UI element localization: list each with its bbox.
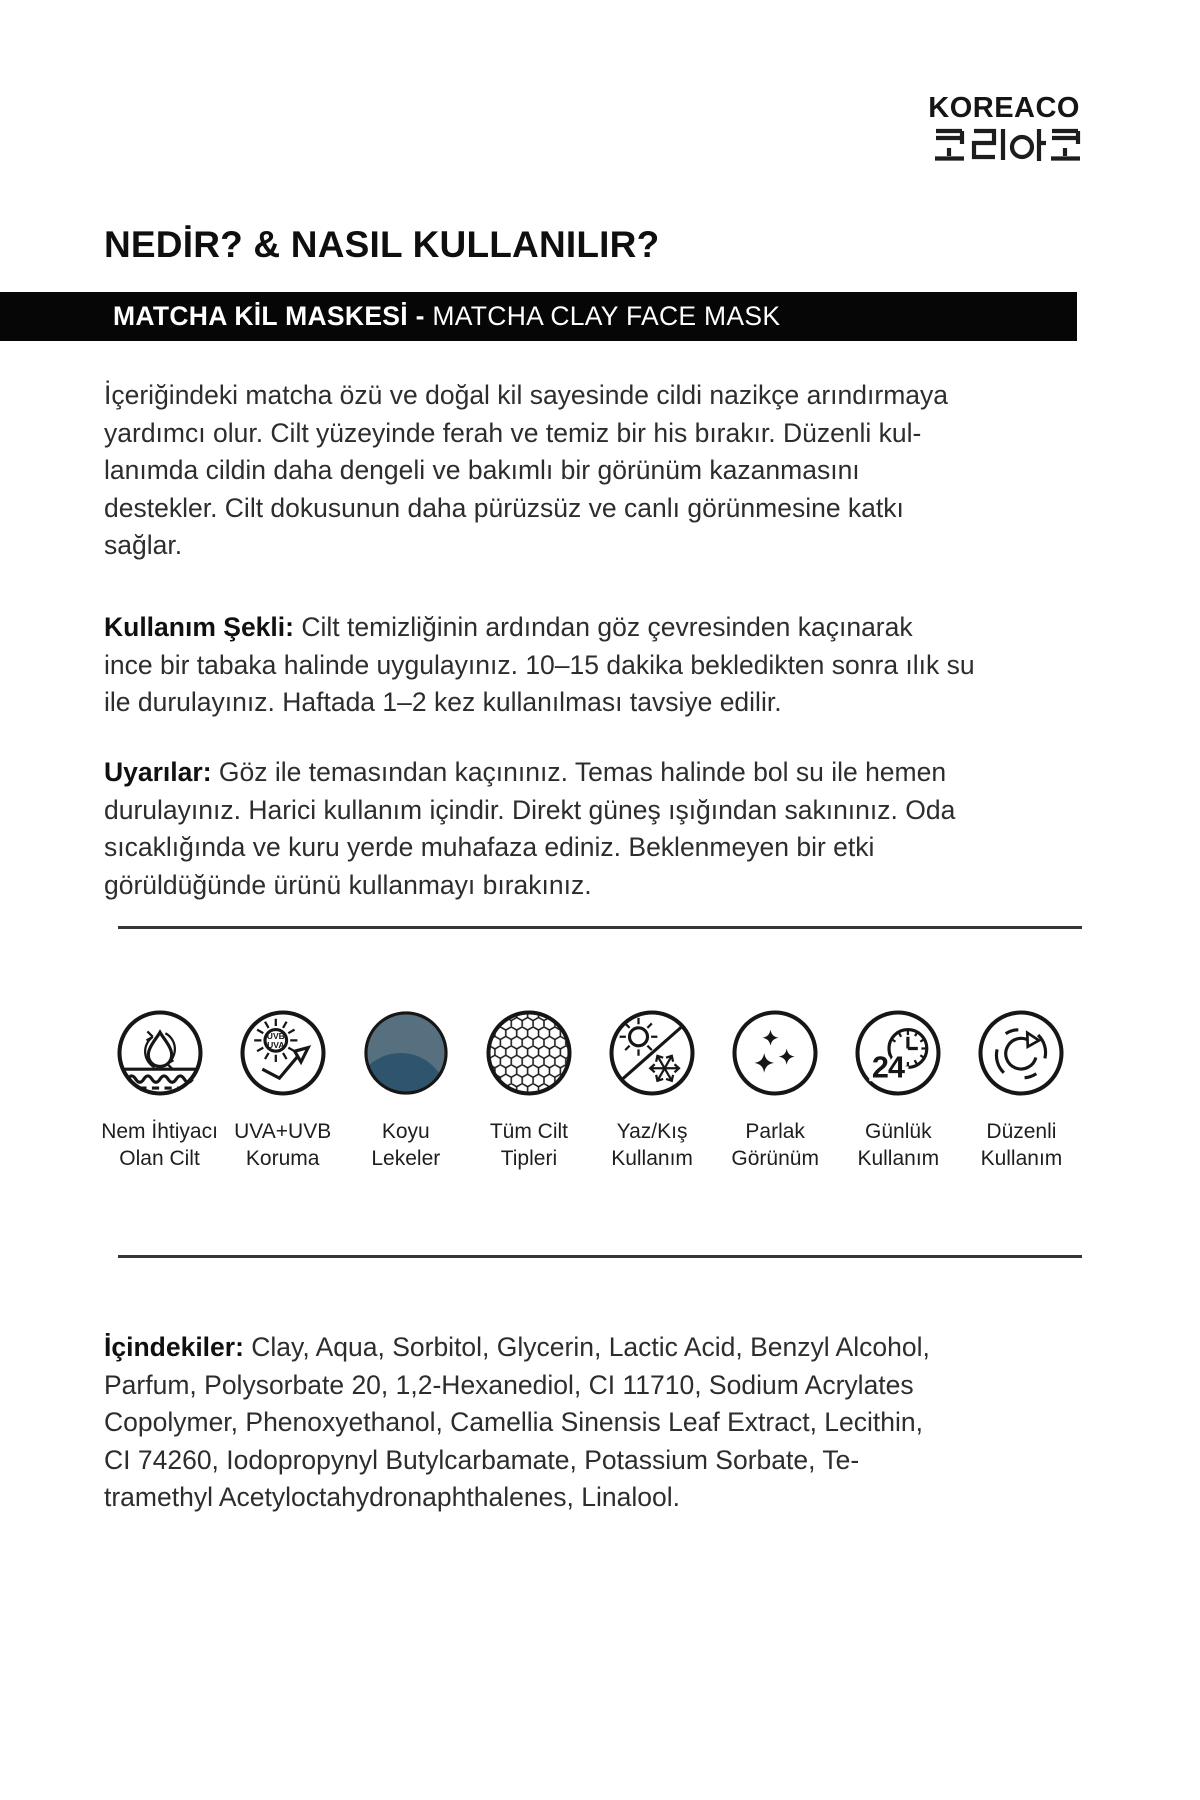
feature-label: Nem İhtiyacı Olan Cilt bbox=[101, 1120, 218, 1170]
page-title: NEDİR? & NASIL KULLANILIR? bbox=[104, 224, 660, 265]
feature-dark-spots bbox=[344, 1008, 467, 1172]
brand-korean-logo bbox=[934, 126, 1082, 168]
feature-icons-row bbox=[98, 1008, 1083, 1172]
feature-label: Koyu Lekeler bbox=[371, 1120, 441, 1170]
uv-protection-icon bbox=[238, 1008, 328, 1098]
svg-text:UVB: UVB bbox=[266, 1031, 285, 1042]
brand-logo-text: KOREACO bbox=[928, 92, 1080, 124]
divider-top bbox=[118, 926, 1082, 929]
feature-label: Parlak Görünüm bbox=[731, 1120, 819, 1170]
product-name-turkish: MATCHA KİL MASKESİ - bbox=[113, 301, 425, 331]
product-name-bar bbox=[0, 292, 1077, 341]
feature-daily-use bbox=[837, 1008, 960, 1172]
feature-all-skin-types bbox=[467, 1008, 590, 1172]
ingredients-label: İçindekiler: bbox=[104, 1332, 244, 1362]
feature-bright-look bbox=[714, 1008, 837, 1172]
product-name-english: MATCHA CLAY FACE MASK bbox=[424, 301, 781, 331]
feature-label: Günlük Kullanım bbox=[857, 1120, 940, 1170]
summer-winter-icon bbox=[607, 1008, 697, 1098]
ingredients-paragraph: İçindekiler: Clay, Aqua, Sorbitol, Glycerin, Lactic Acid, Benzyl Alcohol, Parfum, Polysorbate 20, 1,2-Hexanediol, CI 11710, Sodium Acrylates Copolymer, Phenoxyethanol, Camellia Sinensis Leaf Extract, Lecithin, CI 74260, Iodopropynyl Butylcarbamate, Potassium Sorbate, Te- tramethyl Acetyloctahydronaphthalenes, Linalool. bbox=[104, 1332, 930, 1512]
svg-text:UVA: UVA bbox=[266, 1040, 285, 1051]
divider-bottom bbox=[118, 1255, 1082, 1258]
feature-uv-protection bbox=[221, 1008, 344, 1172]
all-skin-types-icon bbox=[484, 1008, 574, 1098]
feature-label: Tüm Cilt Tipleri bbox=[489, 1120, 569, 1170]
warnings-label: Uyarılar: bbox=[104, 757, 212, 787]
bright-look-icon bbox=[730, 1008, 820, 1098]
regular-use-icon bbox=[976, 1008, 1066, 1098]
usage-label: Kullanım Şekli: bbox=[104, 612, 294, 642]
feature-label: UVA+UVB Koruma bbox=[234, 1120, 332, 1170]
feature-label: Yaz/Kış Kullanım bbox=[611, 1120, 693, 1170]
feature-regular-use bbox=[960, 1008, 1083, 1172]
feature-label: Düzenli Kullanım bbox=[980, 1120, 1063, 1170]
usage-paragraph: Kullanım Şekli: Cilt temizliğinin ardından göz çevresinden kaçınarak ince bir tabaka halinde uygulayınız. 10–15 dakika bekledikten sonra ılık su ile durulayınız. Haftada 1–2 kez kullanılması tavsiye edilir. bbox=[104, 612, 975, 717]
warnings-paragraph: Uyarılar: Göz ile temasından kaçınınız. Temas halinde bol su ile hemen durulayınız. Harici kullanım içindir. Direkt güneş ışığından sakınınız. Oda sıcaklığında ve kuru yerde muhafaza ediniz. Beklenmeyen bir etki görüldüğünde ürünü kullanmayı bırakınız. bbox=[104, 757, 956, 900]
feature-moisture-skin bbox=[98, 1008, 221, 1172]
moisture-skin-icon bbox=[115, 1008, 205, 1098]
dark-spots-icon bbox=[361, 1008, 451, 1098]
svg-text:24: 24 bbox=[872, 1050, 905, 1085]
description-paragraph: İçeriğindeki matcha özü ve doğal kil sayesinde cildi nazikçe arındırmaya yardımcı olur. Cilt yüzeyinde ferah ve temiz bir his bırakır. Düzenli kul- lanımda cildin daha dengeli ve bakımlı bir görünüm kazanmasını destekler. Cilt dokusunun daha pürüzsüz ve canlı görünmesine katkı sağlar. bbox=[104, 380, 949, 560]
feature-summer-winter bbox=[591, 1008, 714, 1172]
daily-use-24h-icon bbox=[853, 1008, 943, 1098]
